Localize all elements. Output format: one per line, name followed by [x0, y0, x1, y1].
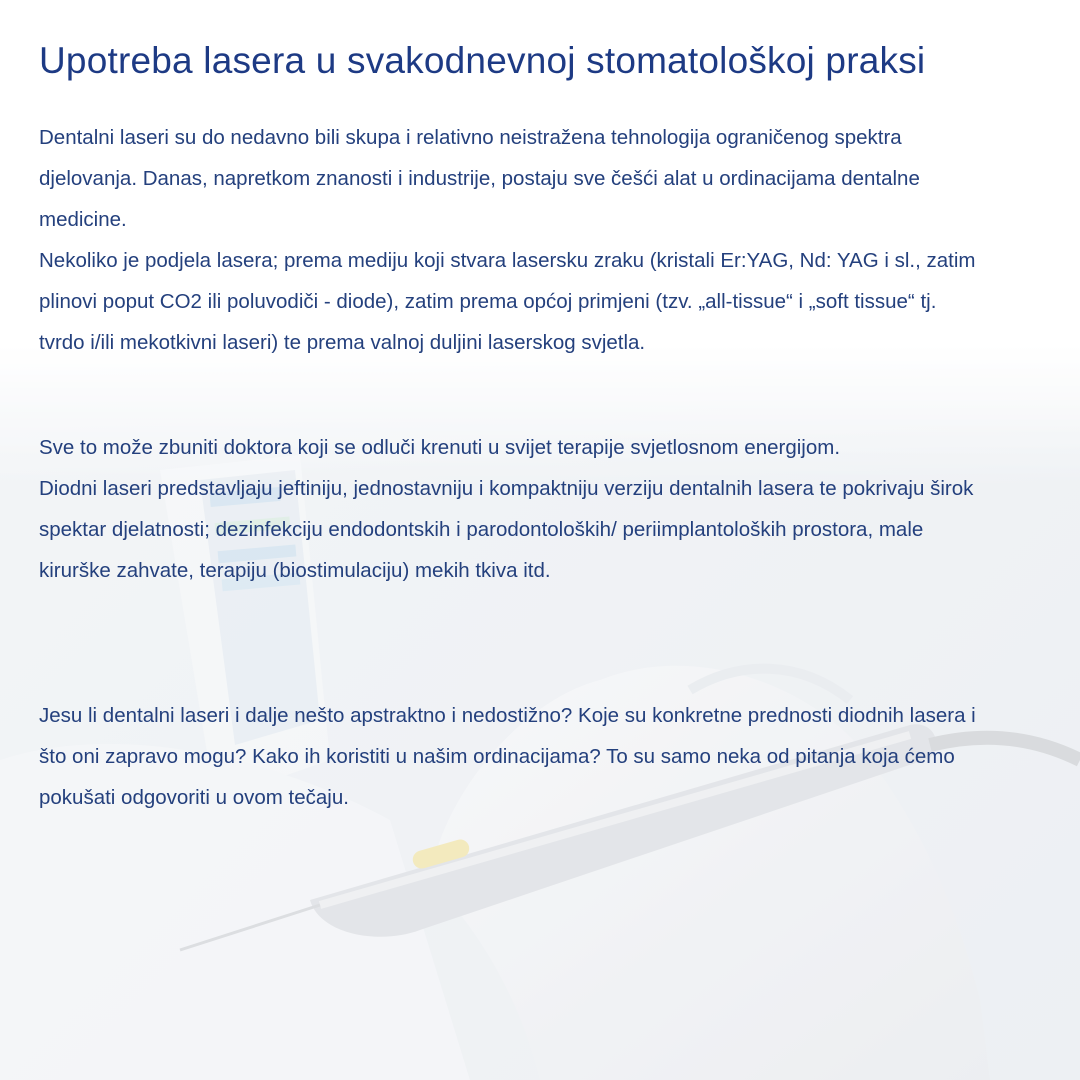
paragraph: Dentalni laseri su do nedavno bili skupa i relativno neistražena tehnologija ograničenog spektra djelovanja. Danas, napretkom znanosti i industrije, postaju sve češći alat u ordinacijama dentalne medicine. [39, 126, 920, 231]
paragraph: Diodni laseri predstavljaju jeftiniju, jednostavniju i kompaktniju verziju dentalnih lasera te pokrivaju širok spektar djelatnosti; dezinfekciju endodontskih i parodontoloških/ periimplantoloških prostora, male kirurške zahvate, terapiju (biostimulaciju) mekih tkiva itd. [39, 477, 974, 582]
paragraph: Sve to može zbuniti doktora koji se odluči krenuti u svijet terapije svjetlosnom energijom. [39, 436, 841, 459]
page-title: Upotreba lasera u svakodnevnoj stomatološkoj praksi [39, 40, 926, 81]
paragraph: Nekoliko je podjela lasera; prema mediju koji stvara lasersku zraku (kristali Er:YAG, Nd: YAG i sl., zatim plinovi poput CO2 ili poluvodiči - diode), zatim prema općoj primjeni (tzv. „all-tissue“ i „soft tissue“ tj. tvrdo i/ili mekotkivni laseri) te prema valnoj duljini laserskog svjetla. [39, 249, 976, 354]
paragraph-block [39, 427, 979, 591]
paragraph-block [39, 117, 979, 363]
paragraph: Jesu li dentalni laseri i dalje nešto apstraktno i nedostižno? Koje su konkretne prednosti diodnih lasera i što oni zapravo mogu? Kako ih koristiti u našim ordinacijama? To su samo neka od pitanja koja ćemo pokušati odgovoriti u ovom tečaju. [39, 704, 976, 809]
paragraph-block [39, 695, 979, 818]
